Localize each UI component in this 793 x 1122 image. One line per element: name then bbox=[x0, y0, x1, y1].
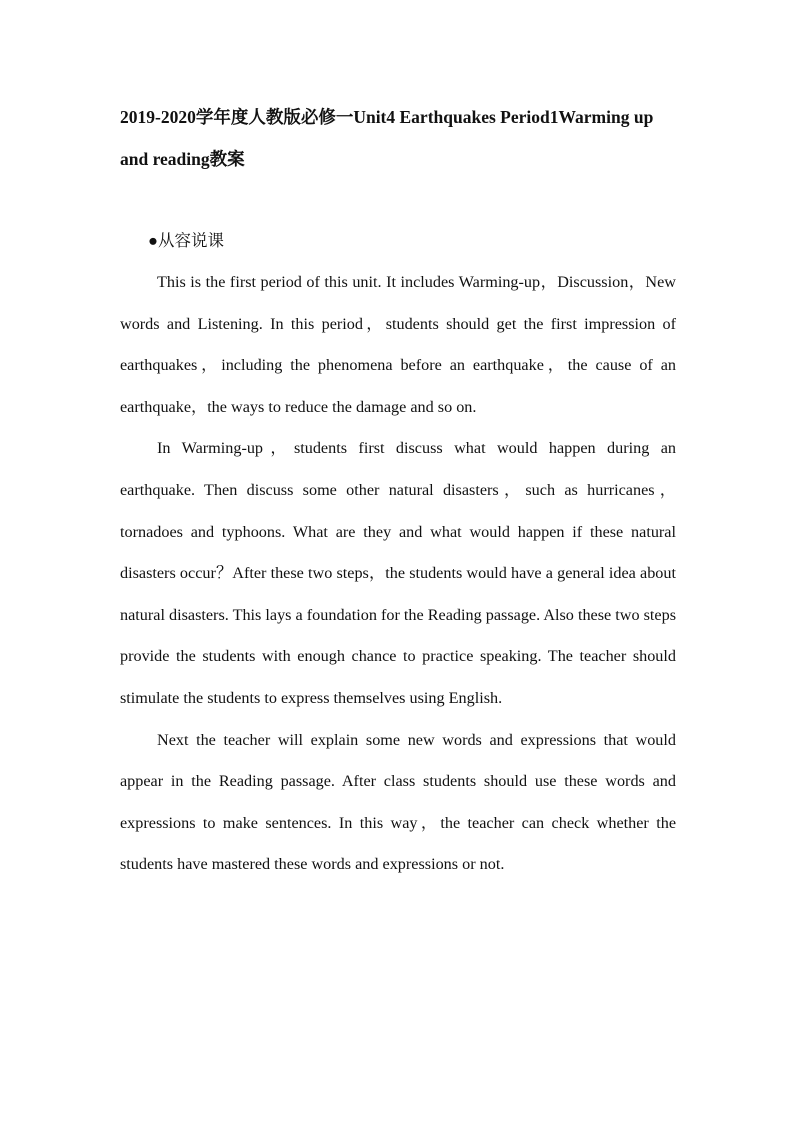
paragraph-1: This is the first period of this unit. It includes Warming-up，Discussion，New words and Listening. In this period，students should get the first impression of earthquakes，including the phenomena before an earthquake，the cause of an earthquake，the ways to reduce the damage and so on. bbox=[120, 273, 676, 416]
section-heading: ●从容说课 bbox=[148, 231, 224, 250]
paragraph-3: Next the teacher will explain some new words and expressions that would appear in the Reading passage. After class students should use these words and expressions to make sentences. In this way，the teacher can check whether the students have mastered these words and expressions or not. bbox=[120, 730, 676, 874]
paragraph-2: In Warming-up，students first discuss what would happen during an earthquake. Then discuss some other natural disasters，such as hurricanes，tornadoes and typhoons. What are they and what would happen if these natural disasters occur？After these two steps，the students would have a general idea about natural disasters. This lays a foundation for the Reading passage. Also these two steps provide the students with enough chance to practice speaking. The teacher should stimulate the students to express themselves using English. bbox=[120, 439, 676, 707]
document-title: 2019-2020学年度人教版必修一Unit4 Earthquakes Period1Warming up and reading教案 bbox=[120, 107, 654, 169]
document-body bbox=[120, 96, 676, 886]
